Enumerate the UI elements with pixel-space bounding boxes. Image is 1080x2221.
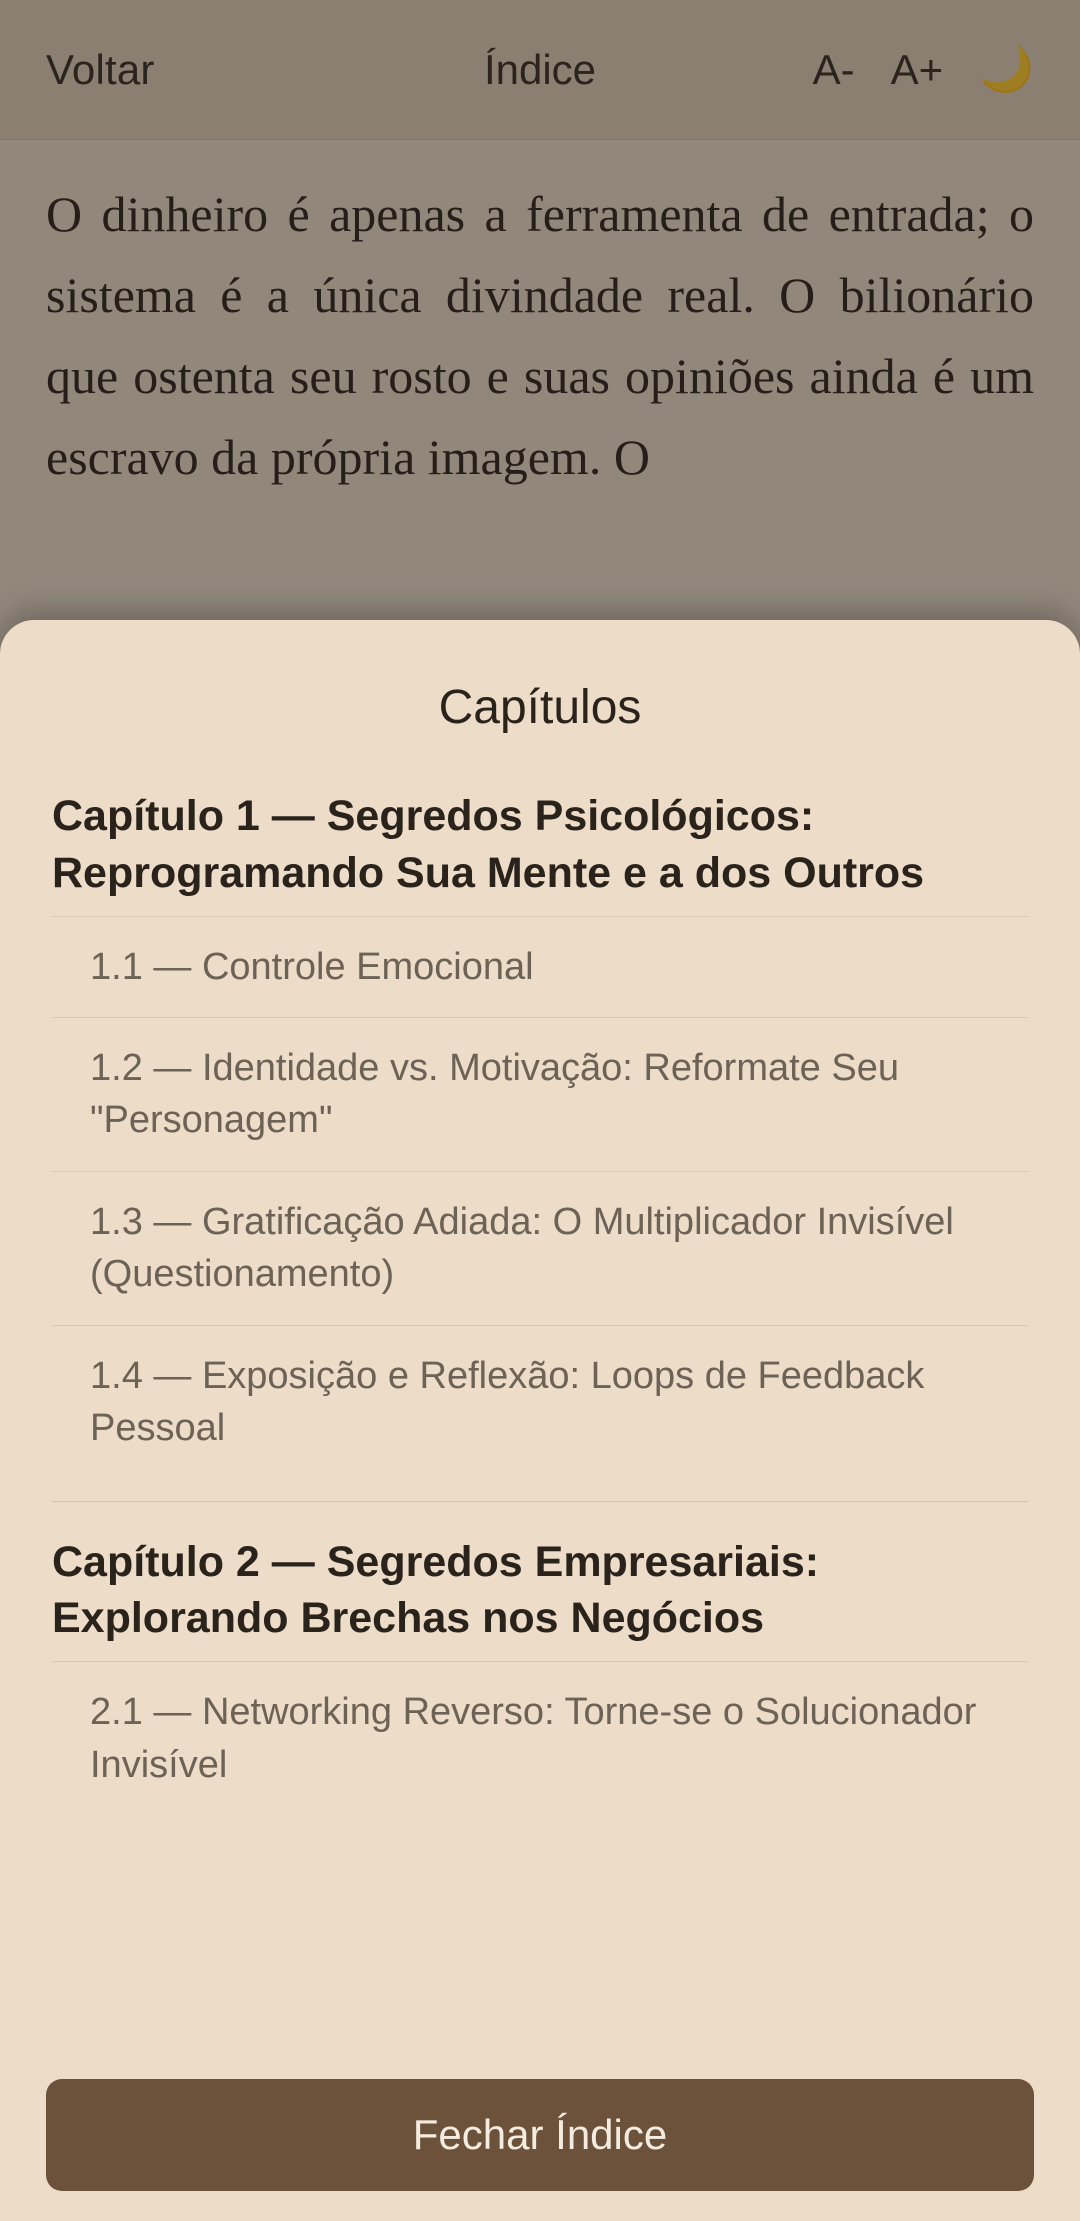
list-item[interactable]: 1.4 — Exposição e Reflexão: Loops de Feedback Pessoal bbox=[52, 1325, 1028, 1479]
chapter-block bbox=[52, 1501, 1028, 1815]
list-item[interactable]: 1.2 — Identidade vs. Motivação: Reformate Seu "Personagem" bbox=[52, 1017, 1028, 1171]
chapter-title[interactable]: Capítulo 1 — Segredos Psicológicos: Reprogramando Sua Mente e a dos Outros bbox=[52, 792, 925, 897]
list-item[interactable]: 1.3 — Gratificação Adiada: O Multiplicador Invisível (Questionamento) bbox=[52, 1171, 1028, 1325]
toc-sheet bbox=[0, 620, 1080, 2221]
font-decrease-button[interactable]: A- bbox=[812, 45, 855, 93]
moon-icon[interactable]: 🌙 bbox=[979, 44, 1034, 94]
page-title: Índice bbox=[483, 45, 597, 93]
back-button[interactable]: Voltar bbox=[46, 45, 155, 93]
font-increase-button[interactable]: A+ bbox=[890, 45, 944, 93]
chapter-title[interactable]: Capítulo 2 — Segredos Empresariais: Explorando Brechas nos Negócios bbox=[52, 1501, 1028, 1648]
book-paragraph: O dinheiro é apenas a ferramenta de entrada; o sistema é a única divindade real. O bilionário que ostenta seu rosto e suas opiniões ainda é um escravo da própria imagem. O bbox=[46, 186, 1034, 485]
toc-title: Capítulos bbox=[438, 681, 642, 734]
toc-list[interactable] bbox=[0, 770, 1080, 2073]
chapter-block bbox=[52, 788, 1028, 1479]
toc-footer bbox=[0, 2079, 1080, 2221]
close-toc-button[interactable]: Fechar Índice bbox=[46, 2079, 1034, 2191]
list-item[interactable]: 1.1 — Controle Emocional bbox=[52, 916, 1028, 1017]
list-item[interactable]: 2.1 — Networking Reverso: Torne-se o Solucionador Invisível bbox=[52, 1661, 1028, 1815]
